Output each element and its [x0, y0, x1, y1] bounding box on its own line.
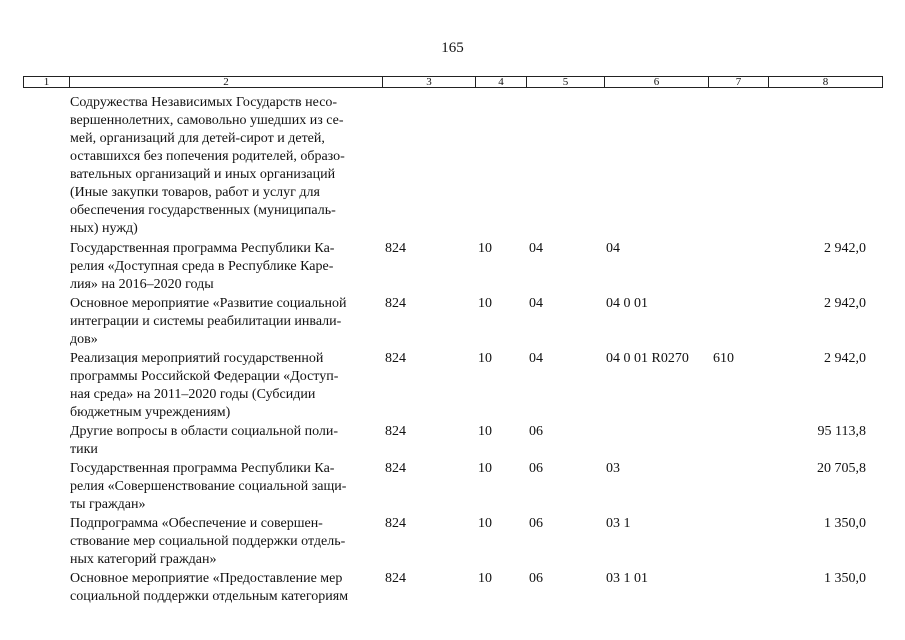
cell-c4: 10 — [478, 296, 492, 311]
row-name-line: Подпрограмма «Обеспечение и совершен- — [70, 516, 323, 531]
column-header: 7 — [708, 77, 768, 88]
row-name-line: релия «Доступная среда в Республике Каре- — [70, 259, 334, 274]
row-name-line: тики — [70, 442, 98, 457]
column-header: 8 — [768, 77, 882, 88]
row-name-line: Другие вопросы в области социальной поли- — [70, 424, 339, 439]
row-name-line: мей, организаций для детей-сирот и детей, — [70, 131, 325, 146]
cell-c5: 04 — [529, 351, 543, 366]
row-name-line: (Иные закупки товаров, работ и услуг для — [70, 185, 320, 200]
cell-c4: 10 — [478, 424, 492, 439]
cell-c4: 10 — [478, 516, 492, 531]
cell-c5: 06 — [529, 461, 543, 476]
cell-c5: 04 — [529, 241, 543, 256]
row-name — [70, 350, 378, 422]
cell-c4: 10 — [478, 571, 492, 586]
cell-c4: 10 — [478, 351, 492, 366]
row-name-line: Содружества Независимых Государств несо- — [70, 95, 338, 110]
cell-c8: 1 350,0 — [824, 571, 866, 586]
cell-c3: 824 — [385, 424, 406, 439]
cell-c3: 824 — [385, 516, 406, 531]
row-name-line: обеспечения государственных (муниципаль- — [70, 203, 336, 218]
column-header: 1 — [43, 76, 50, 88]
row-name-line: Государственная программа Республики Ка- — [70, 461, 335, 476]
row-name — [70, 515, 378, 569]
cell-c4: 10 — [478, 461, 492, 476]
cell-c4: 10 — [478, 241, 492, 256]
row-name — [70, 295, 378, 349]
row-name — [70, 570, 378, 606]
row-name-line: ных) нужд) — [70, 221, 138, 236]
cell-c6: 03 — [606, 461, 620, 476]
row-name-line: ты граждан» — [70, 497, 146, 512]
cell-c8: 1 350,0 — [824, 516, 866, 531]
row-name-line: релия «Совершенствование социальной защи- — [70, 479, 347, 494]
row-name-line: Основное мероприятие «Развитие социальной — [70, 296, 347, 311]
table-header-row — [23, 76, 883, 88]
page-number: 165 — [441, 40, 464, 56]
cell-c5: 06 — [529, 516, 543, 531]
cell-c6: 04 0 01 R0270 — [606, 351, 689, 366]
column-header: 4 — [475, 77, 526, 88]
row-name-line: ная среда» на 2011–2020 годы (Субсидии — [70, 387, 316, 402]
row-name-line: оставшихся без попечения родителей, образо- — [70, 149, 345, 164]
cell-c6: 04 — [606, 241, 620, 256]
column-header: 2 — [69, 77, 382, 88]
row-name-line: Основное мероприятие «Предоставление мер — [70, 571, 343, 586]
cell-c6: 03 1 01 — [606, 571, 648, 586]
cell-c5: 06 — [529, 571, 543, 586]
row-name — [70, 423, 378, 459]
cell-c8: 95 113,8 — [817, 424, 866, 439]
row-name-line: лия» на 2016–2020 годы — [70, 277, 214, 292]
row-name-line: вершеннолетних, самовольно ушедших из се- — [70, 113, 344, 128]
cell-c3: 824 — [385, 351, 406, 366]
row-name-line: Реализация мероприятий государственной — [70, 351, 324, 366]
row-name — [70, 240, 378, 294]
row-name — [70, 94, 378, 238]
cell-c3: 824 — [385, 461, 406, 476]
row-name-line: программы Российской Федерации «Доступ- — [70, 369, 339, 384]
cell-c3: 824 — [385, 571, 406, 586]
row-name-line: бюджетным учреждениям) — [70, 405, 231, 420]
cell-c6: 04 0 01 — [606, 296, 648, 311]
cell-c3: 824 — [385, 296, 406, 311]
column-header: 5 — [526, 77, 604, 88]
cell-c8: 2 942,0 — [824, 351, 866, 366]
row-name-line: интеграции и системы реабилитации инвали- — [70, 314, 342, 329]
cell-c3: 824 — [385, 241, 406, 256]
row-name-line: дов» — [70, 332, 98, 347]
row-name-line: ных категорий граждан» — [70, 552, 217, 567]
column-header: 6 — [604, 77, 708, 88]
cell-c8: 2 942,0 — [824, 296, 866, 311]
row-name-line: социальной поддержки отдельным категориям — [70, 589, 349, 604]
row-name — [70, 460, 378, 514]
row-name-line: ствование мер социальной поддержки отдель- — [70, 534, 346, 549]
cell-c8: 2 942,0 — [824, 241, 866, 256]
cell-c6: 03 1 — [606, 516, 631, 531]
cell-c5: 04 — [529, 296, 543, 311]
cell-c7: 610 — [713, 351, 734, 366]
column-header: 3 — [382, 77, 475, 88]
row-name-line: Государственная программа Республики Ка- — [70, 241, 335, 256]
cell-c5: 06 — [529, 424, 543, 439]
cell-c8: 20 705,8 — [817, 461, 866, 476]
row-name-line: вательных организаций и иных организаций — [70, 167, 336, 182]
